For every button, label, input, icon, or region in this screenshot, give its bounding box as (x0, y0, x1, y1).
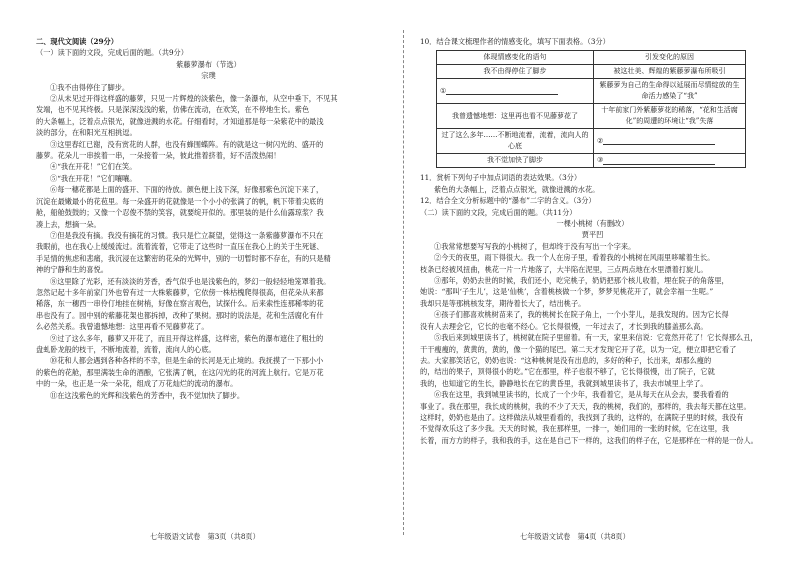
paragraph-line: 么必然关系。我曾遗憾地想：这里再看不见藤萝花了。 (36, 322, 209, 332)
question-11: 11．赏析下列句子中加点词语的表达效果。（3分） (420, 173, 582, 183)
passage-author-2: 贾平凹 (581, 230, 604, 240)
paragraph-line: ⑩花和人都会遇到各种各样的不幸，但是生命的长河是无止境的。我抚摸了一下那小小 (50, 356, 324, 366)
paragraph-line: 我的，也知道它的生长，静静地长在它的黄昏里，我就到城里读书了，我去市城里上学了。 (420, 378, 708, 388)
answer-blank-3[interactable] (603, 156, 715, 165)
paragraph-line: 发端，也不见其终极。只是深深浅浅的紫，仿佛在流动，在欢笑，在不停地生长。紫色 (36, 105, 310, 115)
answer-blank-2[interactable] (603, 136, 715, 145)
passage-author: 宗璞 (201, 71, 216, 81)
paragraph-line: ⑥我在这里，我到城里读书的，长成了一个少年，我看着它，是从每天在从会去，要我看看的 (434, 390, 729, 400)
page-divider (403, 30, 404, 535)
paragraph-line: 盘虬卧龙般的枝干，不断地流着，流着，流向人的心底。 (36, 344, 216, 354)
section-title: 二、现代文阅读（29分） (36, 37, 118, 46)
left-column (36, 36, 381, 401)
table-header-cell: 体现情感变化的语句 (437, 51, 594, 65)
blank-label: ② (597, 136, 604, 145)
paragraph-line: 她说：“那叫‘子生儿’，这是‘仙桃’，含着桃核做一个梦，梦梦见桃花开了，就会幸福一生呢。” (420, 287, 714, 297)
question-11-sentence: 紫色的大条幅上，泛着点点银光，就像迸溅的水花。 (434, 184, 600, 194)
paragraph-line: 淡的部分，在和阳光互相挑逗。 (36, 128, 137, 138)
paragraph-line: 去。大家都笑话它，奶奶也说：“这种桃树是没有出息的，多好的种子，长出来，却那么瘦的 (420, 355, 712, 365)
paragraph-line: 藤萝。花朵儿一串挨着一串，一朵接着一朵，彼此推着挤着，好不活泼热闹！ (36, 151, 281, 161)
paragraph-line: 长着，而方方的样子，我和我的手，这在是自己下一样的，这我们的样子在，它是那样在一样的是一份人。 (420, 435, 758, 445)
blank-label: ③ (597, 156, 604, 165)
table-cell: 过了这么多年……不断地流着，流着，流向人的心底 (437, 129, 594, 154)
subsection-title-2: （二）读下面的文段，完成后面的题。（共11分） (420, 207, 577, 217)
paragraph-line: 的，结出的果子，顶得很小的吃。”它在那里，样子也很不够了，它长得很慢，出了院子，它就 (420, 367, 715, 377)
paragraph-line: 事业了。我在那里，我长成的桃树，我的不少了天天，我的桃树，我们的，那样的，我去每天都在这里。 (420, 401, 751, 411)
paragraph-line: ③这里春红已谢，没有赏花的人群，也没有蜂围蝶阵。有的就是这一树闪光的、盛开的 (50, 139, 324, 149)
paragraph-line: 手足情的焦虑和悲痛，我沉浸在这繁密的花朵的光辉中，别的一切暂时都不存在，有的只是精 (36, 253, 331, 263)
table-row (437, 129, 746, 154)
paragraph-line: 凑上去，想摘一朵。 (36, 219, 101, 229)
table-row (437, 104, 746, 129)
paragraph-line: ⑪在这浅紫色的光辉和浅紫色的芳香中，我不觉加快了脚步。 (50, 390, 245, 400)
answer-blank-1[interactable] (446, 86, 558, 95)
emotion-table (436, 50, 746, 168)
paragraph-line: ⑥每一穗花都是上面的盛开、下面的待放。颜色便上浅下深，好像那紫色沉淀下来了， (50, 185, 324, 195)
paragraph-line: 干干瘦瘦的，黄黄的，黄的，像一个猫的尾巴。第二天才发现它开了花，以为一定，便立即把它看了 (420, 344, 737, 354)
question-10: 10．结合课文梳理作者的情感变化，填写下面表格。（3分） (420, 37, 610, 46)
paragraph-line: 串也没有了。园中别的紫藤花架也都拆掉，改种了果树。那时的说法是，花和生活腐化有什 (36, 310, 324, 320)
table-cell: 我曾遗憾地想：这里再也看不见藤萝花了 (437, 104, 594, 129)
paragraph-line: ③那年，奶奶去世的时候，我们还小，吃完桃子，奶奶把那个核儿收着，埋在院子的角落里， (434, 276, 729, 286)
passage-title: 紫藤萝瀑布（节选） (176, 59, 241, 69)
paragraph-line: 神的宁静和生的喜悦。 (36, 265, 108, 275)
table-row (437, 154, 746, 168)
answer-blank-cell[interactable] (594, 129, 746, 154)
table-cell: 十年前家门外紫藤萝花的稀落，“花和生活腐化”的周遭的环境让“我”失落 (594, 104, 746, 129)
paragraph-line: ⑦但是我没有摘。我没有摘花的习惯。我只是伫立凝望，觉得这一条紫藤萝瀑布不只在 (50, 230, 324, 240)
table-cell: 我不由得停住了脚步 (437, 65, 594, 79)
table-cell: 紫藤萝为自己的生命得以延展而尽情绽放的生命活力感染了“我” (594, 79, 746, 104)
passage-title-2: 一棵小桃树（有删改） (556, 219, 629, 229)
paragraph-line: ①我常常想要写写我的小桃树了，但却终于没有写出一个字来。 (434, 241, 636, 251)
paragraph-line: 这样时，奶奶也是由了。这样做法从城里看看的，我找到了我的，这样的，在满院子里的时候，我没有 (420, 412, 744, 422)
paragraph-line: 的大条幅上，泛着点点银光，就像迸溅的水花。仔细看时，才知道那是每一朵紫花中的最浅 (36, 116, 324, 126)
paragraph-line: 稀落，东一穗西一串伶仃地挂在树梢，好像在察言观色，试探什么。后来索性连那稀零的花 (36, 299, 324, 309)
paragraph-line: ②从未见过开得这样盛的藤萝，只见一片辉煌的淡紫色，像一条瀑布，从空中垂下，不见其 (50, 94, 338, 104)
paragraph-line: 忽然记起十多年前家门外也曾有过一大株紫藤萝，它依傍一株枯槐爬得很高，但花朵从来都 (36, 287, 324, 297)
paragraph-line: ⑤“我在开花！”它们嚷嚷。 (50, 173, 137, 183)
table-row (437, 79, 746, 104)
paragraph-line: 我眼前，也在我心上缓缓流过。流着流着，它带走了这些时一直压在我心上的关于生死谜、 (36, 242, 324, 252)
subsection-title: （一）读下面的文段，完成后面的题。（共9分） (36, 48, 188, 58)
paragraph-line: 没有人去理会它，它长的也毫不经心。它长得很慢，一年过去了，才长到我的膝盖那么高。 (420, 321, 708, 331)
answer-blank-cell[interactable] (437, 79, 594, 104)
table-header-row (437, 51, 746, 65)
paragraph-line: ⑤我后来到城里读书了，桃树就在院子里留着。有一天，家里来信说：它竟然开花了！它长得那么丑， (434, 333, 758, 343)
paragraph-line: 不觉得欢乐这了多少我。天天的时候，我在那样里，一排一，她们用的一张的时候，它在这里，我 (420, 424, 730, 434)
paragraph-line: 沉淀在最嫩最小的花苞里。每一朵盛开的花就像是一个小小的张满了的帆，帆下带着尖底的 (36, 196, 324, 206)
answer-blank-cell[interactable] (594, 154, 746, 168)
right-column (420, 36, 765, 446)
paragraph-line: ⑧这里除了光彩，还有淡淡的芳香，香气似乎也是浅紫色的，梦幻一般轻轻地笼罩着我。 (50, 276, 331, 286)
paragraph-line: 枝条已经被风扭曲，桃花一片一片地落了，大半陷在泥里，三点两点地在水里漂着打旋儿。 (420, 264, 708, 274)
table-header-cell: 引发变化的原因 (594, 51, 746, 65)
page-footer-right: 七年级语文试卷 第4页（共8页） (520, 532, 630, 541)
paragraph-line: 的紫色的花舱，那里满装生命的酒酿，它张满了帆，在这闪光的花的河流上航行。它是万花 (36, 367, 324, 377)
paragraph-line: 中的一朵，也正是一朵一朵花，组成了万花灿烂的流动的瀑布。 (36, 379, 238, 389)
paragraph-line: 我却只是等那桃核发芽，期待着长大了，结出桃子。 (420, 298, 586, 308)
table-cell: 我不觉加快了脚步 (437, 154, 594, 168)
paragraph-line: ⑨过了这么多年，藤萝又开花了，而且开得这样盛，这样密，紫色的瀑布遮住了粗壮的 (50, 333, 324, 343)
paragraph-line: ④孩子们都喜欢桃树苗来了，我的桃树长在院子角上，一个小芽儿，是我发现的。因为它长得 (434, 310, 729, 320)
blank-label: ① (440, 86, 447, 95)
paragraph-line: 舱，船舱鼓鼓的；又像一个忍俊不禁的笑容，就要绽开似的。那里装的是什么仙露琼浆？我 (36, 208, 324, 218)
table-cell: 被这壮美、辉煌的紫藤萝瀑布所吸引 (594, 65, 746, 79)
paragraph-line: ①我不由得停住了脚步。 (50, 82, 130, 92)
table-row (437, 65, 746, 79)
paragraph-line: ④“我在开花！”它们在笑。 (50, 162, 137, 172)
paragraph-line: ②今天的夜里，雨下得很大。我一个人在房子里，看着我的小桃树在风雨里哆嗦着生长。 (434, 253, 715, 263)
page-footer-left: 七年级语文试卷 第3页（共8页） (150, 532, 260, 541)
question-12: 12．结合全文分析标题中的“瀑布”二字的含义。（3分） (420, 196, 596, 206)
